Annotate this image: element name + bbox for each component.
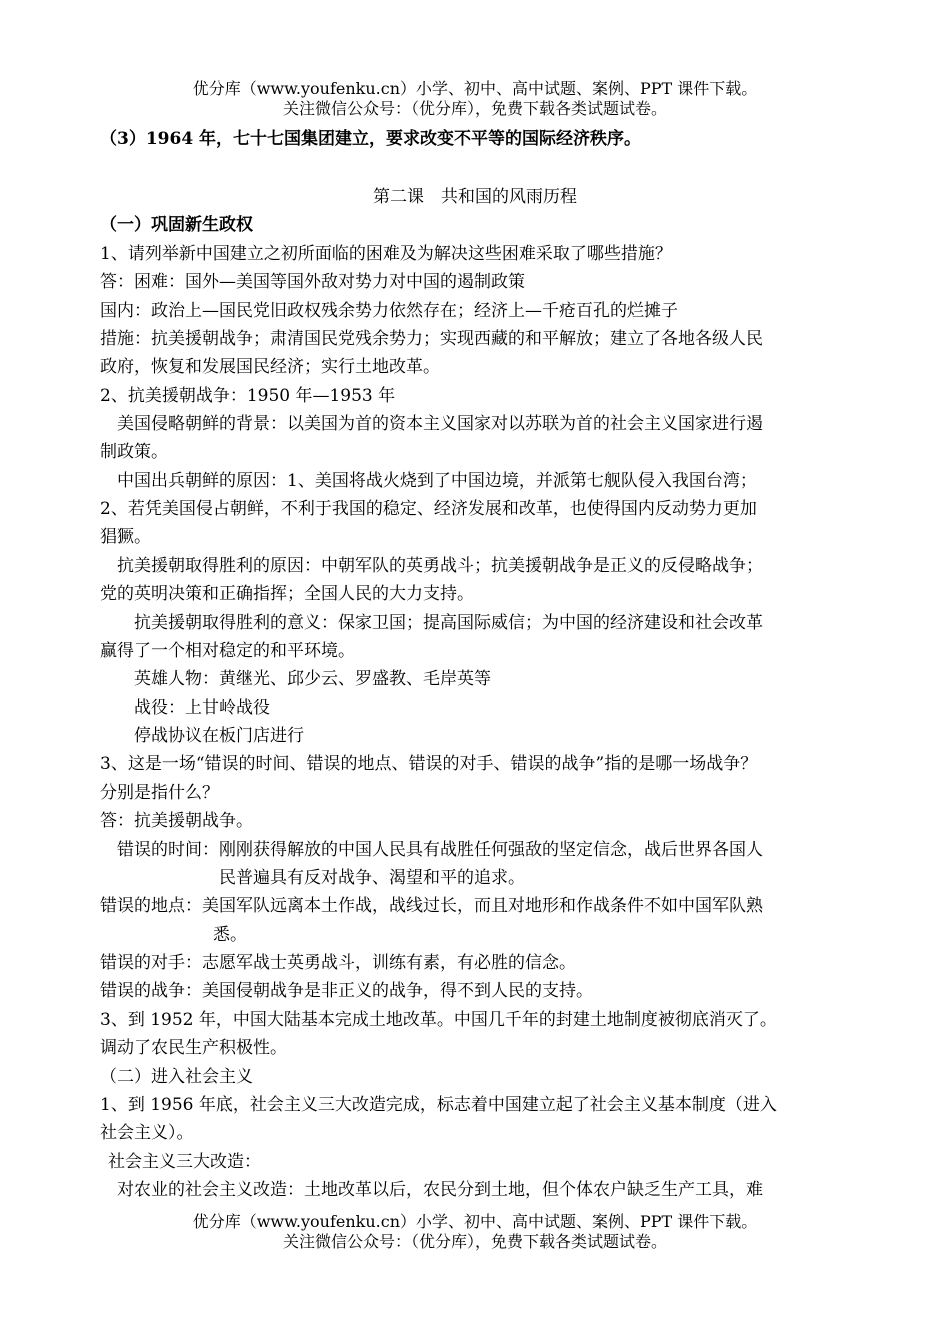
lesson-title: 第二课 共和国的风雨历程 bbox=[373, 187, 577, 207]
paragraph-line: 制政策。 bbox=[100, 442, 168, 462]
paragraph-line: 调动了农民生产积极性。 bbox=[100, 1038, 287, 1058]
point-3-bold: （3）1964 年，七十七国集团建立，要求改变不平等的国际经济秩序。 bbox=[100, 129, 642, 149]
paragraph-line: 悉。 bbox=[213, 925, 247, 945]
paragraph-line: 英雄人物：黄继光、邱少云、罗盛教、毛岸英等 bbox=[134, 669, 491, 689]
section-heading-1: （一）巩固新生政权 bbox=[100, 215, 253, 235]
section-heading-2: （二）进入社会主义 bbox=[100, 1067, 253, 1087]
header-line-1: 优分库（www.youfenku.cn）小学、初中、高中试题、案例、PPT 课件下载。 bbox=[192, 79, 758, 98]
question-3-cont: 分别是指什么？ bbox=[100, 783, 219, 803]
paragraph-line: 停战协议在板门店进行 bbox=[134, 726, 304, 746]
paragraph-line: 社会主义三大改造： bbox=[108, 1152, 261, 1172]
item-2-title: 2、抗美援朝战争：1950 年—1953 年 bbox=[100, 386, 396, 406]
paragraph-line: 战役：上甘岭战役 bbox=[134, 698, 270, 718]
header-line-2: 关注微信公众号：（优分库），免费下载各类试题试卷。 bbox=[282, 99, 667, 118]
footer-line-2: 关注微信公众号：（优分库），免费下载各类试题试卷。 bbox=[282, 1232, 667, 1251]
paragraph-line: 抗美援朝取得胜利的原因：中朝军队的英勇战斗；抗美援朝战争是正义的反侵略战争； bbox=[117, 556, 763, 576]
paragraph-line: 抗美援朝取得胜利的意义：保家卫国；提高国际威信；为中国的经济建设和社会改革 bbox=[134, 613, 763, 633]
paragraph-line: 错误的时间：刚刚获得解放的中国人民具有战胜任何强敌的坚定信念，战后世界各国人 bbox=[117, 840, 763, 860]
answer-1-line: 国内：政治上—国民党旧政权残余势力依然存在；经济上—千疮百孔的烂摊子 bbox=[100, 301, 678, 321]
question-3: 3、这是一场“错误的时间、错误的地点、错误的对手、错误的战争”指的是哪一场战争？ bbox=[100, 754, 758, 774]
paragraph-line: 3、到 1952 年，中国大陆基本完成土地改革。中国几千年的封建土地制度被彻底消灭了。 bbox=[100, 1010, 777, 1030]
paragraph-line: 错误的对手：志愿军战士英勇战斗，训练有素，有必胜的信念。 bbox=[100, 953, 576, 973]
paragraph-line: 2、若凭美国侵占朝鲜，不利于我国的稳定、经济发展和改革，也使得国内反动势力更加 bbox=[100, 499, 757, 519]
paragraph-line: 民普遍具有反对战争、渴望和平的追求。 bbox=[219, 868, 525, 888]
paragraph-line: 猖獗。 bbox=[100, 527, 151, 547]
answer-1-line: 答：困难：国外—美国等国外敌对势力对中国的遏制政策 bbox=[100, 272, 525, 292]
answer-1-line: 措施：抗美援朝战争；肃清国民党残余势力；实现西藏的和平解放；建立了各地各级人民 bbox=[100, 329, 763, 349]
paragraph-line: 错误的地点：美国军队远离本土作战，战线过长，而且对地形和作战条件不如中国军队熟 bbox=[100, 896, 763, 916]
paragraph-line: 错误的战争：美国侵朝战争是非正义的战争，得不到人民的支持。 bbox=[100, 981, 593, 1001]
paragraph-line: 赢得了一个相对稳定的和平环境。 bbox=[100, 641, 355, 661]
paragraph-line: 党的英明决策和正确指挥；全国人民的大力支持。 bbox=[100, 584, 474, 604]
paragraph-line: 对农业的社会主义改造：土地改革以后，农民分到土地，但个体农户缺乏生产工具，难 bbox=[117, 1180, 763, 1200]
footer-line-1: 优分库（www.youfenku.cn）小学、初中、高中试题、案例、PPT 课件下载。 bbox=[192, 1212, 758, 1231]
answer-1-line: 政府，恢复和发展国民经济；实行土地改革。 bbox=[100, 357, 440, 377]
paragraph-line: 中国出兵朝鲜的原因：1、美国将战火烧到了中国边境，并派第七舰队侵入我国台湾； bbox=[117, 471, 757, 491]
answer-3: 答：抗美援朝战争。 bbox=[100, 811, 253, 831]
paragraph-line: 美国侵略朝鲜的背景：以美国为首的资本主义国家对以苏联为首的社会主义国家进行遏 bbox=[117, 414, 763, 434]
paragraph-line: 社会主义）。 bbox=[100, 1123, 194, 1143]
paragraph-line: 1、到 1956 年底，社会主义三大改造完成，标志着中国建立起了社会主义基本制度（进入 bbox=[100, 1095, 777, 1115]
question-1: 1、请列举新中国建立之初所面临的困难及为解决这些困难采取了哪些措施？ bbox=[100, 244, 672, 264]
